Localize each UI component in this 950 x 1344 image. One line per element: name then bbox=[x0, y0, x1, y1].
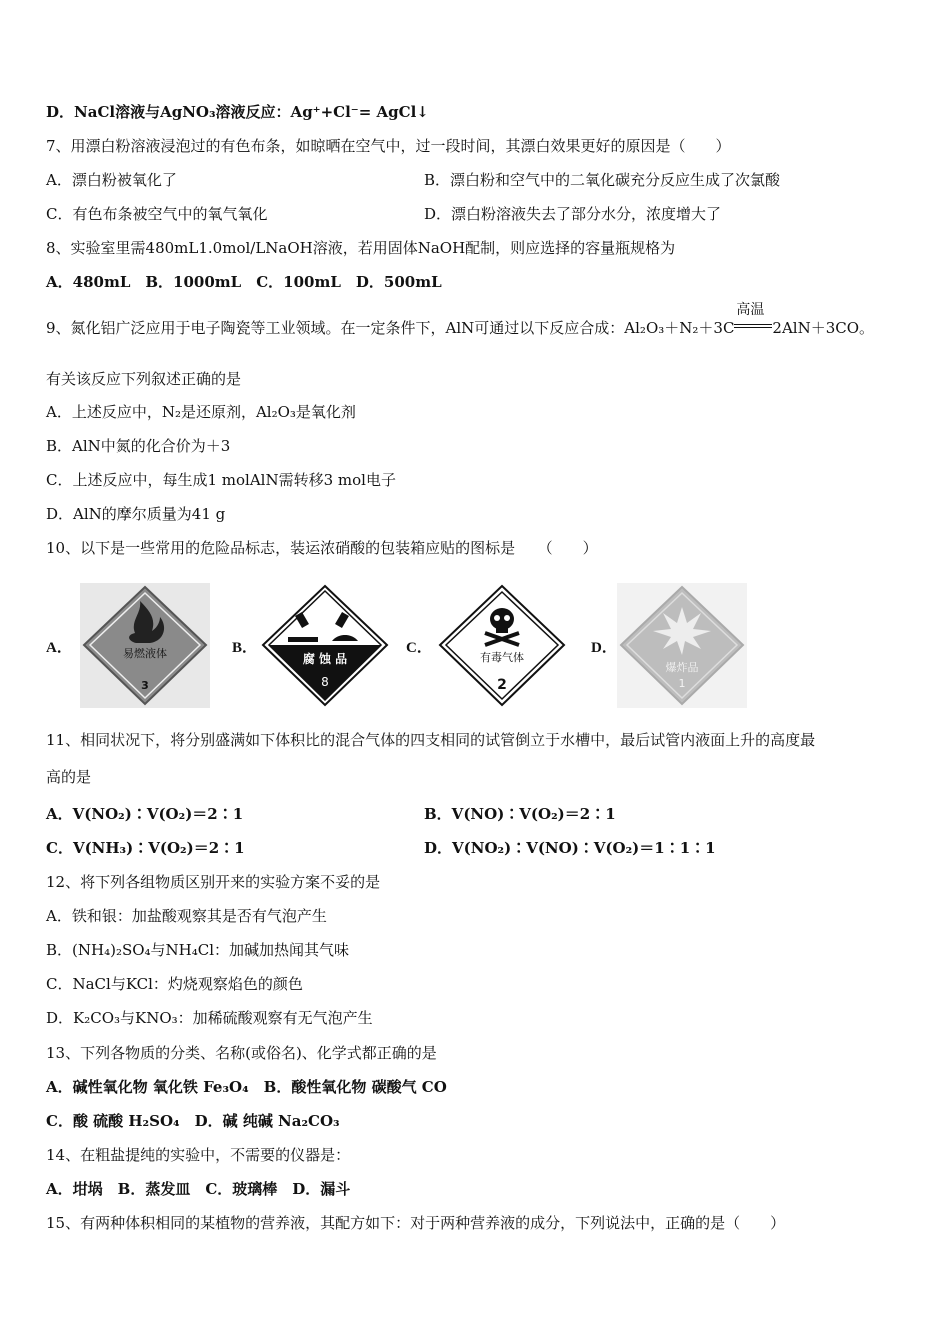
q13-options-ab: A．碱性氧化物 氧化铁 Fe₃O₄ B．酸性氧化物 碳酸气 CO bbox=[46, 1078, 447, 1096]
corrosive-num: 8 bbox=[321, 675, 329, 689]
q11-row2 bbox=[46, 838, 716, 858]
q9-equation-arrow bbox=[734, 302, 772, 338]
q8-options: A．480mL B．1000mL C．100mL D．500mL bbox=[46, 273, 442, 291]
q14-stem: 14、在粗盐提纯的实验中，不需要的仪器是： bbox=[46, 1146, 351, 1164]
q12-option-c: C．NaCl与KCl：灼烧观察焰色的颜色 bbox=[46, 975, 303, 993]
q11-stem-1: 11、相同状况下，将分别盛满如下体积比的混合气体的四支相同的试管倒立于水槽中，最后试管内液面上升的高度最 bbox=[46, 731, 816, 749]
q11-option-b: B．V(NO)∶V(O₂)＝2∶1 bbox=[424, 805, 616, 823]
q9-option-a: A．上述反应中，N₂是还原剂，Al₂O₃是氧化剂 bbox=[46, 403, 356, 421]
q11-row1 bbox=[46, 804, 616, 824]
q9-equation-left: 9、氮化铝广泛应用于电子陶瓷等工业领域。在一定条件下，AlN可通过以下反应合成：Al₂O₃＋N₂＋3C bbox=[46, 319, 735, 337]
q10-label-c: C． bbox=[406, 640, 432, 656]
q10-stem: 10、以下是一些常用的危险品标志，装运浓硝酸的包装箱应贴的图标是 （ ） bbox=[46, 539, 598, 557]
q7-stem: 7、用漂白粉溶液浸泡过的有色布条，如晾晒在空气中，过一段时间，其漂白效果更好的原因是（ ） bbox=[46, 137, 731, 155]
explosive-sign-icon bbox=[617, 583, 747, 708]
toxic-gas-sign-icon bbox=[437, 583, 567, 708]
q9-stem bbox=[46, 302, 875, 338]
toxic-num: 2 bbox=[497, 677, 507, 693]
q7-option-a: A．漂白粉被氧化了 bbox=[46, 171, 177, 189]
flammable-text: 易燃液体 bbox=[123, 647, 167, 660]
q9-substem: 有关该反应下列叙述正确的是 bbox=[46, 370, 242, 388]
q8-stem: 8、实验室里需480mL1.0mol/LNaOH溶液，若用固体NaOH配制，则应选择的容量瓶规格为 bbox=[46, 239, 676, 257]
q7-option-b: B．漂白粉和空气中的二氧化碳充分反应生成了次氯酸 bbox=[424, 171, 781, 189]
q9-option-b: B．AlN中氮的化合价为＋3 bbox=[46, 437, 231, 455]
q15-stem: 15、有两种体积相同的某植物的营养液，其配方如下：对于两种营养液的成分，下列说法中，正确的是（ ） bbox=[46, 1214, 786, 1232]
q11-option-a: A．V(NO₂)∶V(O₂)＝2∶1 bbox=[46, 805, 244, 823]
q10-label-d: D． bbox=[591, 640, 617, 656]
explosive-num: 1 bbox=[678, 677, 686, 690]
q12-option-d: D．K₂CO₃与KNO₃：加稀硫酸观察有无气泡产生 bbox=[46, 1009, 373, 1027]
q9-option-d: D．AlN的摩尔质量为41 g bbox=[46, 505, 226, 523]
explosive-text: 爆炸品 bbox=[665, 661, 699, 674]
q9-condition: 高温 bbox=[736, 302, 765, 318]
q12-stem: 12、将下列各组物质区别开来的实验方案不妥的是 bbox=[46, 873, 381, 891]
q12-option-a: A．铁和银：加盐酸观察其是否有气泡产生 bbox=[46, 907, 327, 925]
q12-option-b: B．(NH₄)₂SO₄与NH₄Cl：加碱加热闻其气味 bbox=[46, 941, 350, 959]
q11-stem-2: 高的是 bbox=[46, 768, 92, 786]
q7-option-c: C．有色布条被空气中的氧气氧化 bbox=[46, 205, 268, 223]
q10-label-a: A． bbox=[46, 640, 72, 656]
q6-option-d: D．NaCl溶液与AgNO₃溶液反应：Ag⁺+Cl⁻= AgCl↓ bbox=[46, 103, 429, 121]
flammable-num: 3 bbox=[141, 679, 149, 692]
q7-option-d: D．漂白粉溶液失去了部分水分，浓度增大了 bbox=[424, 205, 722, 223]
q9-equation-right: 2AlN＋3CO。 bbox=[772, 319, 875, 337]
q9-option-c: C．上述反应中，每生成1 molAlN需转移3 mol电子 bbox=[46, 471, 396, 489]
q11-option-d: D．V(NO₂)∶V(NO)∶V(O₂)＝1∶1∶1 bbox=[424, 839, 716, 857]
q14-options: A．坩埚 B．蒸发皿 C．玻璃棒 D．漏斗 bbox=[46, 1180, 351, 1198]
q13-stem: 13、下列各物质的分类、名称(或俗名)、化学式都正确的是 bbox=[46, 1044, 437, 1062]
q7-row1 bbox=[46, 170, 781, 190]
q10-label-b: B． bbox=[232, 640, 258, 656]
q11-option-c: C．V(NH₃)∶V(O₂)＝2∶1 bbox=[46, 839, 245, 857]
corrosive-sign-icon bbox=[260, 583, 390, 708]
toxic-text: 有毒气体 bbox=[480, 651, 524, 664]
flammable-liquid-sign-icon bbox=[80, 583, 210, 708]
q7-row2 bbox=[46, 204, 722, 224]
corrosive-text: 腐 蚀 品 bbox=[302, 652, 348, 666]
q13-options-cd: C．酸 硫酸 H₂SO₄ D．碱 纯碱 Na₂CO₃ bbox=[46, 1112, 340, 1130]
